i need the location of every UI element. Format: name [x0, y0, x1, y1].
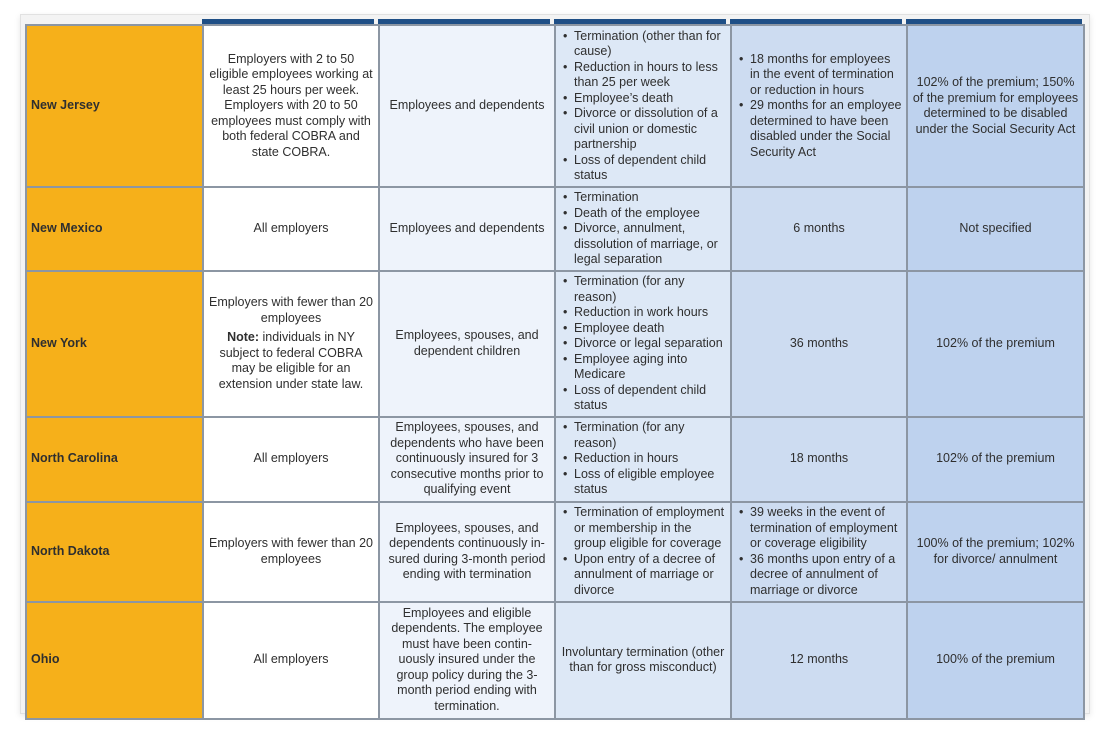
- list-item: • Loss of dependent child status: [574, 153, 726, 184]
- list-item: • Employee’s death: [574, 91, 726, 107]
- table-row: [26, 271, 1084, 417]
- covered-persons-cell: Employees and dependents: [379, 187, 555, 271]
- covered-persons-cell: Employees and dependents: [379, 25, 555, 187]
- note-body: individuals in NY subject to federal COBRA may be eligible for an extension under state law.: [218, 330, 364, 391]
- list-item: • Termination (for any reason): [574, 420, 726, 451]
- list-item: • Reduction in hours: [574, 451, 726, 467]
- list-item: • Reduction in hours to less than 25 per week: [574, 60, 726, 91]
- list-item: • Employee aging into Medicare: [574, 352, 726, 383]
- state-name: North Dakota: [26, 502, 203, 602]
- table-row: [26, 25, 1084, 187]
- table-row: [26, 602, 1084, 719]
- premium-cell: 102% of the premium: [907, 417, 1084, 502]
- duration-cell: 18 months: [731, 417, 907, 502]
- premium-cell: 102% of the premium: [907, 271, 1084, 417]
- list-item: • Upon entry of a decree of annulment of marriage or divorce: [574, 552, 726, 599]
- qualifying-events-cell: Involuntary termination (other than for gross misconduct): [555, 602, 731, 719]
- list-item: • 29 months for an employee determined to have been disabled under the Social Security Act: [750, 98, 902, 160]
- list-item: • 36 months upon entry of a decree of annulment of marriage or divorce: [750, 552, 902, 599]
- duration-cell: 6 months: [731, 187, 907, 271]
- duration-cell: 36 months: [731, 271, 907, 417]
- list-item: • Termination (for any reason): [574, 274, 726, 305]
- qualifying-events-cell: [555, 502, 731, 602]
- state-name: New Jersey: [26, 25, 203, 187]
- employers-text: Employers with fewer than 20 employees: [209, 295, 373, 325]
- employers-cell: Employers with 2 to 50 eligible employees working at least 25 hours per week. Employers with 20 to 50 employees must comply with both federal COBRA and state COBRA.: [203, 25, 379, 187]
- state-name: Ohio: [26, 602, 203, 719]
- list-item: • 18 months for employees in the event of termination or reduction in hours: [750, 52, 902, 99]
- employers-cell: Employers with fewer than 20 employees: [203, 502, 379, 602]
- employers-cell: All employers: [203, 417, 379, 502]
- covered-persons-cell: Employees, spouses, and dependent children: [379, 271, 555, 417]
- duration-cell: [731, 25, 907, 187]
- table-row: [26, 502, 1084, 602]
- qualifying-events-cell: [555, 271, 731, 417]
- table-row: [26, 187, 1084, 271]
- list-item: • Divorce, annulment, dissolution of marriage, or legal separation: [574, 221, 726, 268]
- employers-cell: All employers: [203, 602, 379, 719]
- duration-cell: [731, 502, 907, 602]
- note-text: [208, 330, 374, 392]
- state-name: New York: [26, 271, 203, 417]
- list-item: • Divorce or legal separation: [574, 336, 726, 352]
- qualifying-events-cell: [555, 417, 731, 502]
- premium-cell: 100% of the premium; 102% for divorce/ annulment: [907, 502, 1084, 602]
- list-item: • 39 weeks in the event of termination of employment or coverage eligibility: [750, 505, 902, 552]
- premium-cell: Not specified: [907, 187, 1084, 271]
- list-item: • Employee death: [574, 321, 726, 337]
- employers-cell: [203, 271, 379, 417]
- list-item: • Termination (other than for cause): [574, 29, 726, 60]
- premium-cell: 100% of the premium: [907, 602, 1084, 719]
- covered-persons-cell: Employees, spouses, and dependents who have been continuously insured for 3 consecutive months prior to qualifying event: [379, 417, 555, 502]
- list-item: • Loss of eligible employee status: [574, 467, 726, 498]
- list-item: • Termination of employment or membership in the group eligible for coverage: [574, 505, 726, 552]
- state-cobra-table: [25, 24, 1085, 720]
- covered-persons-cell: Employees and eligible dependents. The employee must have been contin- uously insured under the group policy during the 3-month period ending with termination.: [379, 602, 555, 719]
- qualifying-events-cell: [555, 25, 731, 187]
- table-row: [26, 417, 1084, 502]
- state-name: North Carolina: [26, 417, 203, 502]
- covered-persons-cell: Employees, spouses, and dependents continuously in- sured during 3-month period ending with termination: [379, 502, 555, 602]
- employers-cell: All employers: [203, 187, 379, 271]
- list-item: • Divorce or dissolution of a civil union or domestic partnership: [574, 106, 726, 153]
- note-label: Note:: [227, 330, 260, 345]
- list-item: • Death of the employee: [574, 206, 726, 222]
- premium-cell: 102% of the premium; 150% of the premium for employees determined to be disabled under the Social Security Act: [907, 25, 1084, 187]
- duration-cell: 12 months: [731, 602, 907, 719]
- state-name: New Mexico: [26, 187, 203, 271]
- list-item: • Termination: [574, 190, 726, 206]
- list-item: • Loss of dependent child status: [574, 383, 726, 414]
- list-item: • Reduction in work hours: [574, 305, 726, 321]
- qualifying-events-cell: [555, 187, 731, 271]
